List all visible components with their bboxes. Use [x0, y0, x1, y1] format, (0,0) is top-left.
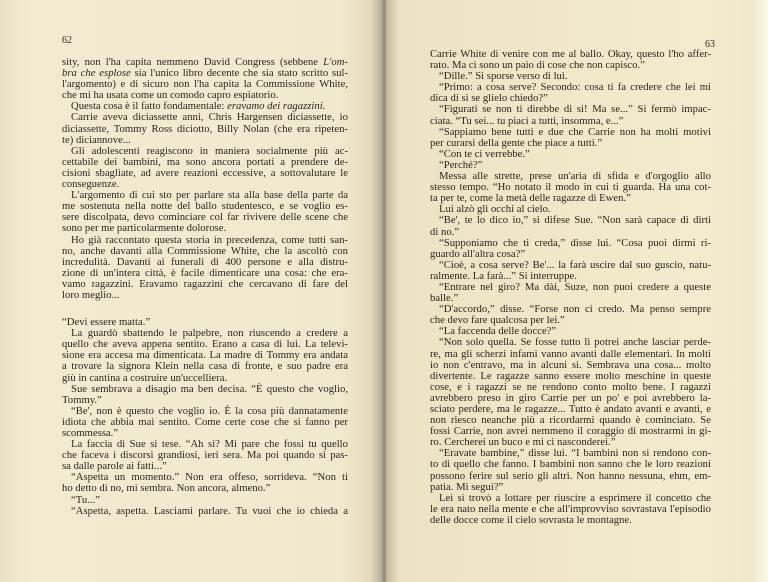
text-segment: sia l'unico libro decente che sia stato scritto sul- [130, 67, 349, 80]
text-segment: quello che aveva appena sentito. Erano a casa di lui. La televi- [62, 338, 348, 351]
text-segment: “Dille.” Si sporse verso di lui. [439, 70, 568, 83]
text-segment: patia. Mi segui?” [430, 480, 504, 493]
text-segment: sciato perdere, ma le ragazze... Tutto è andato avanti e avanti, e [430, 403, 711, 415]
text-segment: “Tu...” [71, 493, 100, 506]
text-segment: per curarsi della gente che piace a tutti.” [430, 136, 603, 149]
text-segment: cisioni sbagliate, ad avere reazioni eccessive, a sottovalutare le [62, 166, 348, 179]
text-segment: di no.” [430, 225, 460, 238]
text-segment: “Devi essere matta.” [62, 316, 151, 329]
text-segment: sity, non l'ha capita nemmeno David Congress (sebbene [62, 56, 324, 68]
text-segment: Lei si trovò a lottare per riuscire a esprimere il concetto che [439, 491, 711, 504]
text-segment: “La faccenda delle docce?” [439, 325, 557, 338]
text-segment: che faceva i discorsi grandiosi, ieri sera. Ma poi quando si pas- [62, 449, 348, 462]
text-segment: La guardò sbattendo le palpebre, non riuscendo a credere a [71, 327, 348, 340]
text-segment: Ho già raccontato questa storia in precedenza, come tutti san- [71, 233, 348, 246]
text-segment: che mi ha usata come un comodo capro espiatorio. [62, 89, 279, 102]
text-segment: rato. Ma ci sono un paio di cose che non capisco.” [430, 59, 645, 72]
page-number: 63 [705, 39, 715, 50]
text-segment: non riesco neanche più a ricordarmi quando è cominciato. Se [430, 414, 711, 427]
text-segment: no, anche davanti alla Commissione White, che la ascoltò con [62, 244, 348, 257]
text-segment: dica di sì se glielo chiedo?” [430, 92, 548, 105]
text-segment: ro. Cercherei un buco e mi ci nasconderei.” [430, 436, 616, 449]
text-segment: “Con te ci verrebbe.” [439, 147, 530, 160]
text-segment: divertente. Le ragazze sanno essere molto meschine in queste [430, 369, 711, 382]
text-segment: sono per me particolarmente dolorose. [62, 222, 227, 235]
text-segment: guardo all'altra cosa?” [430, 247, 526, 260]
text-segment: conseguenze. [62, 178, 120, 191]
italic-text: L'om- [323, 56, 348, 68]
text-line [430, 515, 711, 526]
text-segment: te) diciannove... [62, 133, 131, 146]
text-segment: avrebbero preso in giro Carrie per un po' e poi avrebbero la- [430, 391, 711, 404]
text-segment: ho detto di no, mi sembra. Non ancora, almeno.” [62, 482, 271, 495]
text-segment: idiota che abbia mai sentito. Come certe cose che si fanno per [62, 415, 348, 428]
text-segment: che devo fare qualcosa per lei.” [430, 314, 565, 327]
page-number: 62 [62, 35, 72, 46]
text-segment: loro meglio... [62, 288, 120, 301]
italic-text: eravamo dei ragazzini. [227, 100, 326, 113]
text-line [430, 215, 711, 226]
page-text [62, 57, 348, 517]
text-segment: Sue sembrava a disagio ma ben decisa. “È questo che voglio, [71, 382, 348, 395]
text-segment: cettabile dei bambini, ma sono ancora portati a prendere de- [62, 155, 348, 168]
text-segment: stesso tempo. “Ho notato il modo in cui ti guarda. Ha una cot- [430, 181, 711, 194]
text-segment: Lui alzò gli occhi al cielo. [439, 203, 551, 216]
text-segment: “Aspetta, aspetta. Lasciami parlare. Tu vuoi che io chieda a [71, 504, 348, 517]
text-segment: “Be', te lo dico io,” si difese Sue. “Non sarà capace di dirti [439, 214, 711, 227]
text-segment: “D'accordo,” disse. “Forse non ci credo. Ma penso sempre [439, 303, 711, 316]
text-segment: “Sappiamo bene tutti e due che Carrie non ha molti motivi [439, 125, 711, 138]
text-segment: me sostenuta nella notte del ballo studentesco, e se voglio es- [62, 200, 348, 213]
text-segment: diciassette, Tommy Ross diciotto, Billy Nolan (che era ripeten- [62, 122, 348, 135]
text-segment: “Aspetta un momento.” Non era offeso, sorrideva. “Non ti [71, 471, 348, 484]
text-segment: giù in cantina a costruire un'uccelliera. [62, 371, 228, 384]
left-page [0, 0, 383, 582]
text-segment: La faccia di Sue si tese. “Ah sì? Mi pare che fossi tu quello [71, 438, 348, 451]
text-segment: “Perché?” [439, 158, 483, 171]
text-line [62, 506, 348, 517]
text-segment: L'argomento di cui sto per parlare sta alla base della parte da [71, 189, 348, 202]
text-segment: to di quello che fanno. I bambini non sanno che le loro reazioni [430, 458, 711, 471]
page-text [430, 49, 711, 526]
text-segment: zione di un'intera città, è facile dimenticare una cosa: che era- [62, 266, 348, 279]
text-line [430, 282, 711, 293]
text-segment: incredulità. Davanti ai funerali di 400 persone e alla distru- [62, 255, 348, 268]
italic-text: bra che esplose [62, 67, 131, 80]
text-segment: “Figurati se non ti direbbe di sì! Ma se...” Si fermò impac- [439, 103, 711, 116]
text-line [62, 483, 348, 494]
text-segment: “Primo: a cosa serve? Secondo: cosa ti fa credere che lei mi [439, 81, 711, 94]
text-segment: “Non solo quella. Se fosse tutto lì potrei anche lasciar perde- [439, 336, 711, 349]
text-segment: Tommy.” [62, 393, 102, 406]
right-page [385, 0, 768, 582]
text-segment: sere discolpata, devo cominciare col far rivivere delle scene che [62, 211, 348, 224]
text-line [62, 290, 348, 301]
text-segment: ta per te, come la metà delle ragazze di Ewen.” [430, 192, 631, 205]
text-segment: Messa alle strette, prese un'aria di sfida e d'orgoglio allo [439, 170, 711, 183]
text-segment: cose, e i ragazzi se ne rendono conto molto bene. I ragazzi [430, 380, 711, 393]
text-segment: sa dalle parole ai fatti...” [62, 460, 167, 473]
text-segment: sione era accesa ma dimenticata. La madre di Tommy era andata [62, 349, 348, 362]
text-segment: vamo ragazzini. Eravamo ragazzini che cercavano di fare del [62, 277, 348, 290]
text-segment: scommessa.” [62, 427, 119, 439]
text-segment: re, ma gli scherzi infami vanno avanti dalle elementari. In molti [430, 347, 711, 360]
text-segment: “Be', non è questo che voglio io. È la cosa più dannatamente [71, 404, 348, 417]
text-segment: “Cioè, a cosa serve? Be'... la farà uscire dal suo guscio, natu- [439, 258, 711, 271]
text-segment: fossi Carrie, non avrei nemmeno il coraggio di mostrarmi in gi- [430, 425, 711, 438]
text-segment: balle.” [430, 292, 459, 305]
text-segment: l'argomento) e di sicuro non l'ha capita la Commissione White, [62, 78, 348, 91]
text-segment: “Supponiamo che ti creda,” disse lui. “Cosa puoi dirmi ri- [439, 236, 711, 249]
text-segment: delle docce come il cielo sovrasta le montagne. [430, 513, 632, 526]
text-segment: a trovare la signora Klein nella casa di fronte, e suo padre era [62, 360, 348, 373]
text-segment: “Eravate bambine,” disse lui. “I bambini non si rendono con- [439, 447, 711, 460]
text-segment: io non c'entravo, ma in alcuni sì. Sembrava una cosa... molto [430, 358, 711, 371]
text-segment: Questa cosa è il fatto fondamentale: [71, 100, 228, 113]
text-segment: possono ferire sul serio gli altri. Non hanno nessuna, ehm, em- [430, 469, 711, 482]
text-line [62, 384, 348, 395]
text-segment: Carrie White di venire con me al ballo. Okay, questo l'ho affer- [430, 48, 711, 60]
text-segment: ralmente. La farà...” Si interruppe. [430, 269, 577, 282]
text-segment: ciata. “Tu sei... tu piaci a tutti, insomma, e...” [430, 114, 624, 127]
text-segment: Carrie aveva diciassette anni, Chris Hargensen diciassette, io [71, 111, 348, 124]
text-segment: le era nato nella mente e che all'improvviso sovrastava l'episodio [430, 502, 711, 515]
text-segment: “Entrare nel giro? Ma dài, Suze, non puoi credere a queste [439, 280, 711, 293]
text-segment: Gli adolescenti reagiscono in maniera socialmente più ac- [71, 144, 348, 157]
